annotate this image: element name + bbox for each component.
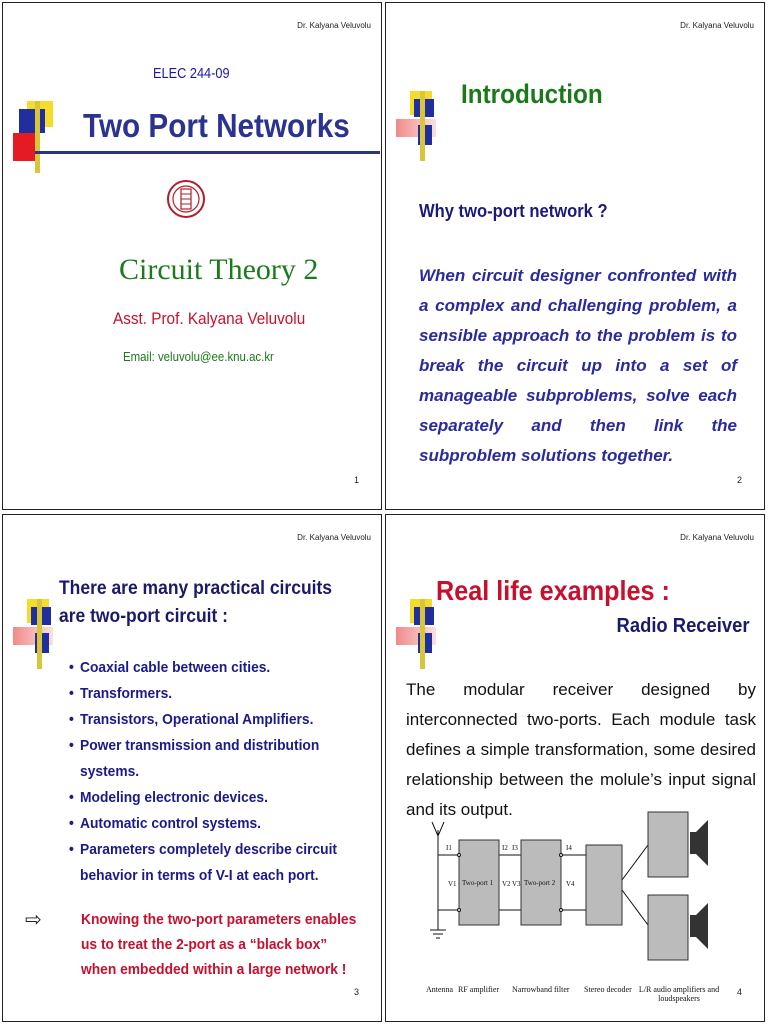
slide-title: There are many practical circuits are two-port circuit : [59,578,333,627]
university-logo-icon [166,179,206,219]
list-item: • Power transmission and distribution systems. [69,733,345,785]
diagram-caption: L/R audio amplifiers and loudspeakers [638,985,720,1003]
list-item: • Transformers. [69,681,345,707]
question-heading: Why two-port network ? [419,201,608,221]
voltage-label: V1 [448,880,457,888]
intro-paragraph: When circuit designer confronted with a complex and challenging problem, a sensible approach to the problem is to break the circuit up into a set of manageable subproblems, solve each separately and then link the subproblem solutions together. [419,266,737,465]
current-label: I2 [502,844,508,852]
block-label: Two-port 1 [462,879,494,887]
author-label: Dr. Kalyana Veluvolu [680,533,754,542]
list-item: • Transistors, Operational Amplifiers. [69,707,345,733]
speaker-icon [690,820,708,866]
page-number: 1 [353,475,359,485]
diagram-caption: Stereo decoder [584,985,632,994]
left-amplifier-block [648,812,688,877]
author-label: Dr. Kalyana Veluvolu [297,533,371,542]
current-label: I4 [566,844,572,852]
voltage-label: V3 [512,880,521,888]
black-box-note: Knowing the two-port parameters enables us to treat the 2-port as a “black box” when embedded within a large network ! [81,911,357,978]
current-label: I1 [446,844,452,852]
slide-title: Introduction [461,79,603,109]
slide-3 [2,514,382,1022]
slide-2 [385,2,765,510]
slide-1 [2,2,382,510]
voltage-label: V2 [502,880,511,888]
stereo-decoder-block [586,845,622,925]
author-label: Dr. Kalyana Veluvolu [297,21,371,30]
voltage-label: V4 [566,880,575,888]
speaker-icon [690,903,708,949]
antenna-icon [430,822,446,938]
author-label: Dr. Kalyana Veluvolu [680,21,754,30]
block-label: Two-port 2 [524,879,556,887]
page-number: 2 [736,475,742,485]
slide-title: Real life examples : [436,575,670,606]
course-code: ELEC 244-09 [153,65,230,82]
course-subtitle: Circuit Theory 2 [119,253,319,286]
page-number: 4 [736,987,742,997]
list-item: • Coaxial cable between cities. [69,655,345,681]
diagram-caption: Narrowband filter [512,985,570,994]
current-label: I3 [512,844,518,852]
slide-4 [385,514,765,1022]
right-amplifier-block [648,895,688,960]
slide-subtitle: Radio Receiver [617,615,750,637]
radio-receiver-diagram [426,810,746,980]
arrow-icon: ⇨ [25,909,42,931]
page-number: 3 [353,987,359,997]
diagram-caption: Antenna [426,985,454,994]
list-item: • Parameters completely describe circuit behavior in terms of V-I at each port. [69,837,345,889]
slide-title: Two Port Networks [83,107,350,144]
diagram-caption: RF amplifier [458,985,500,994]
list-item: • Modeling electronic devices. [69,785,345,811]
email-address: Email: veluvolu@ee.knu.ac.kr [123,349,274,364]
examples-list [69,655,369,889]
list-item: • Automatic control systems. [69,811,345,837]
receiver-paragraph: The modular receiver designed by interconnected two-ports. Each module task defines a simple transformation, some desired relationship between the molule’s input signal and its output. [406,680,756,819]
professor-name: Asst. Prof. Kalyana Veluvolu [113,309,306,328]
